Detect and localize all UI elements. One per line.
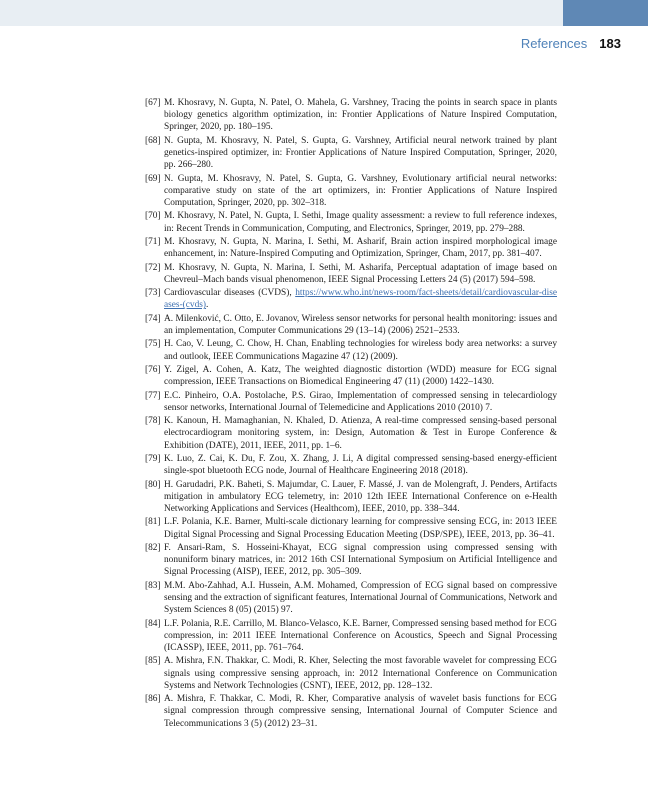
reference-text: N. Gupta, M. Khosravy, N. Patel, S. Gupta, G. Varshney, Evolutionary artificial neural networks: comparative study on state of the art optimizers, in: Frontier Applications of Nature Inspired Computation, Springer, 2020, pp. 302–318.: [164, 173, 557, 208]
reference-number: [77]: [145, 390, 161, 401]
top-bar-light-band: [0, 0, 563, 26]
reference-number: [76]: [145, 364, 161, 375]
reference-text: A. Mishra, F.N. Thakkar, C. Modi, R. Kher, Selecting the most favorable wavelet for compressing ECG signals using compressive sensing approach, in: 2012 International Conference on Communication Systems and Network Technologies (CSNT), IEEE, 2012, pp. 128–132.: [164, 656, 557, 691]
reference-number: [83]: [145, 580, 161, 591]
reference-trailing: .: [206, 300, 209, 311]
reference-text: N. Gupta, M. Khosravy, N. Patel, S. Gupta, G. Varshney, Artificial neural network trained by plant genetics-inspired optimizer, in: Frontier Applications of Nature Inspired Computation, Springer, 2020, pp. 266–280.: [164, 135, 557, 171]
reference-number: [78]: [145, 416, 161, 427]
reference-item: [145, 542, 557, 579]
reference-item: [145, 173, 557, 210]
reference-item: [145, 364, 557, 388]
reference-text: L.F. Polania, R.E. Carrillo, M. Blanco-Velasco, K.E. Barner, Compressed sensing based method for ECG compression, in: 2011 IEEE International Conference on Acoustics, Speech and Signal Processing (ICASSP), IEEE, 2011, pp. 761–764.: [164, 618, 557, 653]
reference-text: Cardiovascular diseases (CVDS),: [164, 288, 296, 299]
reference-text: F. Ansari-Ram, S. Hosseini-Khayat, ECG signal compression using compressed sensing with nonuniform binary matrices, in: 2012 16th CSI International Symposium on Artificial Intelligence and Signal Processing (AISP), IEEE, 2012, pp. 305–309.: [164, 542, 557, 578]
reference-item: [145, 693, 557, 730]
reference-number: [81]: [145, 517, 161, 528]
reference-text: A. Milenković, C. Otto, E. Jovanov, Wireless sensor networks for personal health monitoring: issues and an implementation, Computer Communications 29 (13–14) (2006) 2521–2533.: [164, 313, 557, 336]
reference-list: [145, 97, 557, 731]
reference-text: Y. Zigel, A. Cohen, A. Katz, The weighted diagnostic distortion (WDD) measure for ECG signal compression, IEEE Transactions on Biomedical Engineering 47 (11) (2000) 1422–1430.: [164, 364, 557, 388]
reference-number: [79]: [145, 453, 161, 464]
reference-number: [67]: [145, 98, 161, 108]
top-bar-accent-block: [563, 0, 648, 26]
reference-item: [145, 655, 557, 692]
reference-number: [86]: [145, 694, 161, 705]
reference-item: [145, 618, 557, 655]
reference-item: [145, 453, 557, 477]
reference-number: [85]: [145, 656, 161, 667]
top-color-bar: [0, 0, 648, 26]
reference-text: M. Khosravy, N. Gupta, N. Patel, O. Mahela, G. Varshney, Tracing the points in search space in plants biology genetics algorithm optimization, in: Frontier Applications of Nature Inspired Computation, Springer, 2020, pp. 180–195.: [164, 98, 557, 133]
reference-number: [71]: [145, 236, 161, 247]
reference-text: E.C. Pinheiro, O.A. Postolache, P.S. Girao, Implementation of compressed sensing in telecardiology sensor networks, International Journal of Telemedicine and Applications 2010 (2010) 7.: [164, 390, 557, 413]
section-title: References: [520, 36, 588, 51]
reference-number: [80]: [145, 479, 161, 490]
reference-text: M. Khosravy, N. Gupta, N. Marina, I. Sethi, M. Asharifa, Perceptual adaptation of image based on Chevreul–Mach bands visual phenomenon, IEEE Signal Processing Letters 24 (5) (2017) 594–598.: [164, 262, 557, 285]
reference-text: L.F. Polania, K.E. Barner, Multi-scale dictionary learning for compressive sensing ECG, in: 2013 IEEE Digital Signal Processing and Signal Processing Education Meeting (DSP/SPE), IEEE, 2013, pp. 36–41.: [164, 517, 557, 540]
reference-text: H. Cao, V. Leung, C. Chow, H. Chan, Enabling technologies for wireless body area networks: a survey and outlook, IEEE Communications Magazine 47 (12) (2009).: [164, 339, 557, 362]
reference-item: [145, 210, 557, 234]
reference-number: [72]: [145, 262, 161, 273]
reference-item: [145, 338, 557, 362]
reference-link[interactable]: https://www.who.int/news-room/fact-sheets/detail/cardiovascular-diseases-(cvds): [164, 288, 557, 311]
reference-text: M. Khosravy, N. Patel, N. Gupta, I. Sethi, Image quality assessment: a review to full reference indexes, in: Recent Trends in Communication, Computing, and Electronics, Springer, 2019, pp. 279–288.: [164, 211, 557, 234]
page-number: 183: [599, 36, 621, 51]
reference-text: H. Garudadri, P.K. Baheti, S. Majumdar, C. Lauer, F. Massé, J. van de Molengraft, J. Penders, Artifacts mitigation in ambulatory ECG telemetry, in: 2010 12th IEEE International Conference on e-Health Networking Applications and Services (Healthcom), IEEE, 2010, pp. 338–344.: [164, 479, 557, 514]
reference-number: [73]: [145, 288, 161, 299]
reference-text: K. Kanoun, H. Mamaghanian, N. Khaled, D. Atienza, A real-time compressed sensing-based personal electrocardiogram monitoring system, in: Design, Automation & Test in Europe Conference & Exhibition (DATE), 2011, IEEE, 2011, pp. 1–6.: [164, 416, 557, 451]
reference-item: [145, 287, 557, 311]
reference-text: A. Mishra, F. Thakkar, C. Modi, R. Kher, Comparative analysis of wavelet basis functions for ECG signal compression through compressive sensing, International Journal of Computer Science and Telecommunications 3 (5) (2012) 23–31.: [164, 694, 557, 729]
reference-number: [68]: [145, 135, 161, 146]
reference-item: [145, 236, 557, 260]
running-head: [521, 36, 621, 51]
reference-item: [145, 415, 557, 452]
reference-item: [145, 516, 557, 540]
reference-text: K. Luo, Z. Cai, K. Du, F. Zou, X. Zhang, J. Li, A digital compressed sensing-based energy-efficient single-spot bluetooth ECG node, Journal of Healthcare Engineering 2018 (2018).: [164, 453, 557, 477]
reference-text: M.M. Abo-Zahhad, A.I. Hussein, A.M. Mohamed, Compression of ECG signal based on compressive sensing and the extraction of significant features, International Journal of Communications, Network and System Sciences 8 (05) (2015) 97.: [164, 580, 557, 616]
reference-item: [145, 390, 557, 414]
reference-item: [145, 313, 557, 337]
reference-item: [145, 135, 557, 172]
reference-number: [69]: [145, 173, 161, 184]
reference-number: [82]: [145, 542, 161, 553]
reference-number: [75]: [145, 339, 161, 350]
reference-number: [84]: [145, 618, 161, 629]
reference-item: [145, 262, 557, 286]
reference-item: [145, 479, 557, 516]
reference-item: [145, 580, 557, 617]
reference-text: M. Khosravy, N. Gupta, N. Marina, I. Sethi, M. Asharif, Brain action inspired morphological image enhancement, in: Nature-Inspired Computing and Optimization, Springer, Cham, 2017, pp. 381–407.: [164, 236, 557, 260]
reference-number: [70]: [145, 211, 161, 222]
reference-item: [145, 97, 557, 134]
reference-number: [74]: [145, 313, 161, 324]
